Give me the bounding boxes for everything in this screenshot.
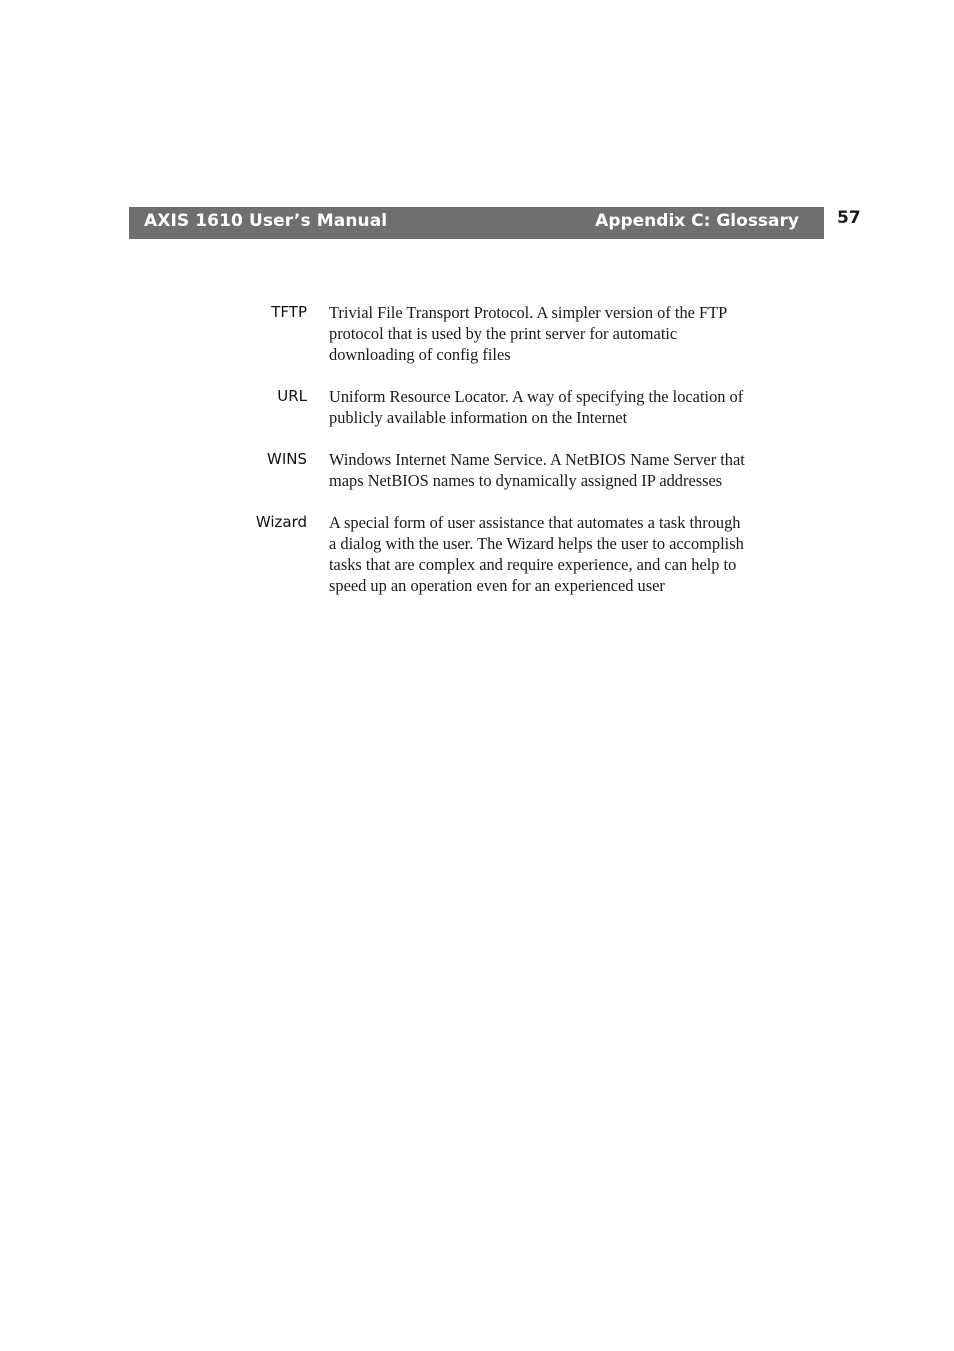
- glossary-entry-wizard: [0, 512, 954, 596]
- glossary-definition: [329, 302, 807, 365]
- manual-title: AXIS 1610 User’s Manual: [144, 211, 388, 231]
- definition-line: speed up an operation even for an experienced user: [329, 576, 665, 595]
- definition-line: Windows Internet Name Service. A NetBIOS Name Server that: [329, 450, 745, 469]
- definition-line: A special form of user assistance that automates a task through: [329, 513, 741, 532]
- glossary-entry-url: [0, 386, 954, 428]
- definition-line: a dialog with the user. The Wizard helps the user to accomplish: [329, 534, 744, 553]
- glossary-term: Wizard: [255, 513, 307, 531]
- glossary-entry-wins: [0, 449, 954, 491]
- glossary-definition: [329, 449, 807, 491]
- glossary-term: TFTP: [271, 303, 307, 321]
- definition-line: protocol that is used by the print server for automatic: [329, 324, 678, 343]
- page-number: 57: [837, 208, 861, 228]
- running-header: [129, 207, 824, 239]
- definition-line: Trivial File Transport Protocol. A simpler version of the FTP: [329, 303, 728, 322]
- definition-line: downloading of config files: [329, 345, 511, 364]
- glossary-entry-tftp: [0, 302, 954, 365]
- glossary-definition: [329, 386, 807, 428]
- definition-line: Uniform Resource Locator. A way of specifying the location of: [329, 387, 744, 406]
- glossary-list: [0, 302, 954, 617]
- definition-line: tasks that are complex and require experience, and can help to: [329, 555, 737, 574]
- definition-line: publicly available information on the Internet: [329, 408, 628, 427]
- glossary-term: URL: [277, 387, 307, 405]
- glossary-definition: [329, 512, 807, 596]
- glossary-term: WINS: [267, 450, 307, 468]
- definition-line: maps NetBIOS names to dynamically assigned IP addresses: [329, 471, 723, 490]
- section-title: Appendix C: Glossary: [595, 211, 799, 231]
